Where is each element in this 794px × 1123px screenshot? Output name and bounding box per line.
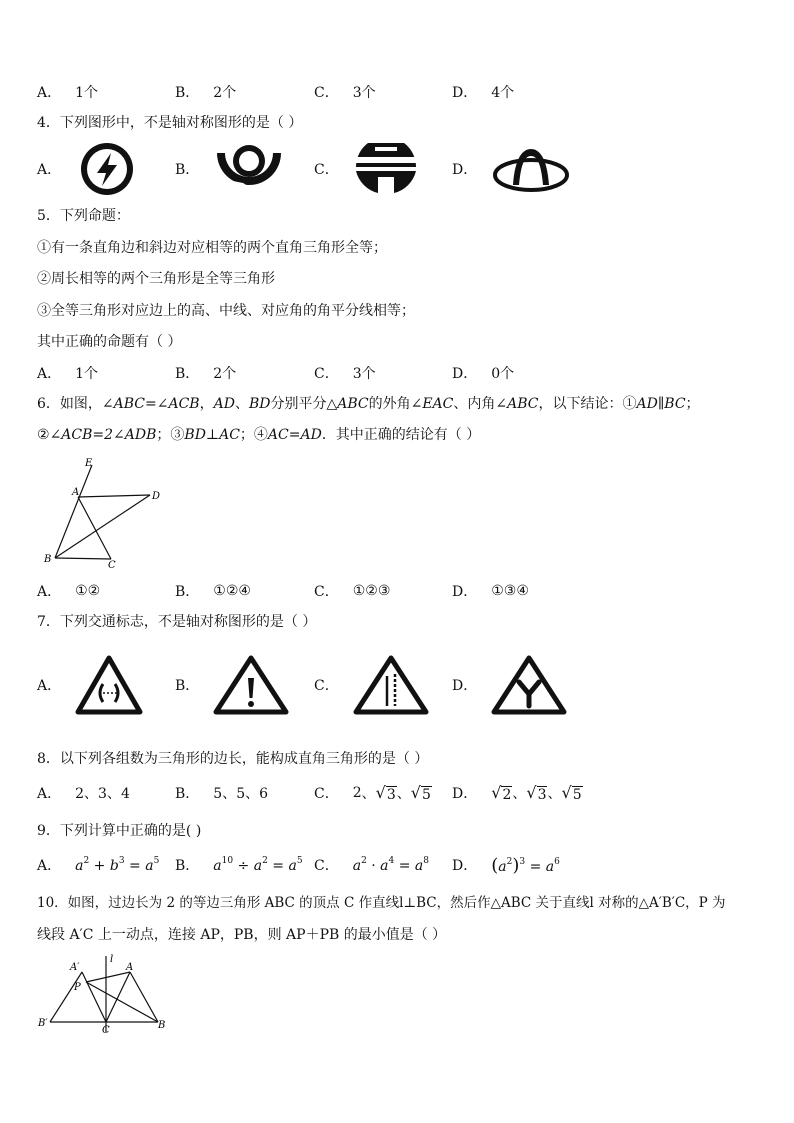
option-label: B．	[175, 162, 200, 178]
q6-option-a[interactable]	[37, 579, 100, 603]
q5-statement-3: ③全等三角形对应边上的高、中线、对应角的角平分线相等；	[37, 303, 415, 319]
label-l: l	[110, 954, 114, 965]
math-expr: ∠ABC=∠ACB	[101, 396, 200, 412]
option-label: A．	[37, 366, 62, 382]
q9-stem: 9．下列计算中正确的是( )	[37, 823, 202, 839]
q7-option-b[interactable]	[175, 654, 289, 716]
line-b-c	[55, 558, 111, 559]
text: 分别平分	[270, 396, 327, 412]
math-expr: AD	[213, 396, 235, 412]
option-label: A．	[37, 85, 62, 101]
q5-options	[37, 361, 777, 385]
line-a1-c	[82, 972, 106, 1022]
math-expr	[75, 856, 159, 874]
radicand: 5	[572, 786, 582, 803]
exponent: 3	[118, 856, 125, 866]
base: a	[380, 858, 389, 874]
text: ，以下结论：①	[538, 396, 637, 412]
line-b-d	[55, 495, 150, 558]
q3-option-c[interactable]	[314, 80, 376, 104]
q4-stem: 4．下列图形中，不是轴对称图形的是（ ）	[37, 115, 303, 131]
base: a	[414, 858, 424, 874]
label-e: E	[85, 458, 93, 469]
label-a: A	[126, 962, 134, 973]
label-b-prime: B′	[38, 1018, 48, 1029]
option-label: D．	[452, 85, 478, 101]
math-expr	[353, 856, 429, 874]
exponent: 2	[83, 856, 90, 866]
q3-option-a[interactable]	[37, 80, 98, 104]
text: ；④	[239, 427, 268, 443]
text: ；③	[156, 427, 185, 443]
operator: +	[89, 858, 110, 874]
math-expr: △ABC	[326, 396, 369, 412]
q6-stem-line-2	[37, 425, 480, 445]
label-a-prime: A′	[70, 962, 80, 973]
exponent: 3	[519, 856, 526, 867]
q3-option-d[interactable]	[452, 80, 514, 104]
base: a	[145, 858, 154, 874]
base: a	[498, 858, 507, 875]
exponent: 4	[388, 856, 395, 866]
q5-question: 其中正确的命题有（ ）	[37, 334, 182, 350]
line-a-c	[78, 497, 111, 559]
radicand: 3	[537, 786, 547, 803]
q5-statement-2: ②周长相等的两个三角形是全等三角形	[37, 271, 275, 287]
narrow-bridge-sign-icon	[75, 654, 143, 716]
exponent: 5	[296, 856, 303, 866]
label-p: P	[74, 982, 81, 993]
text: ．其中正确的结论有（ ）	[321, 427, 481, 443]
q4-option-c[interactable]	[314, 143, 419, 195]
sqrt-expr: √ 2	[491, 782, 512, 803]
option-label: B．	[175, 858, 200, 874]
option-label: D．	[452, 584, 478, 600]
option-label: C．	[314, 678, 339, 694]
exponent: 2	[506, 856, 513, 867]
option-label: B．	[175, 85, 200, 101]
text: 、内角	[453, 396, 496, 412]
option-text: 5、5、6	[213, 786, 269, 802]
q4-options	[37, 143, 777, 195]
q8-options	[37, 781, 777, 805]
q5-option-c[interactable]	[314, 361, 376, 385]
option-label: B．	[175, 786, 200, 802]
math-expr: AC=AD	[267, 427, 322, 443]
q4-option-b[interactable]	[175, 143, 285, 195]
q10-stem-line-1: 10．如图，过边长为 2 的等边三角形 ABC 的顶点 C 作直线l⊥BC，然后作△ABC 关于直线l 对称的△A′B′C，P 为	[37, 895, 726, 911]
q5-option-b[interactable]	[175, 361, 236, 385]
q4-option-a[interactable]	[37, 143, 139, 195]
ring-emblem-icon	[213, 143, 285, 195]
q6-figure	[40, 455, 170, 570]
math-expr: ∠ABC	[495, 396, 539, 412]
number: 2	[352, 785, 362, 801]
sqrt-expr: √ 3	[375, 782, 396, 803]
option-text: 2个	[213, 85, 237, 101]
math-expr: ∠EAC	[410, 396, 454, 412]
sqrt-expr: √ 5	[561, 782, 582, 803]
math-expr	[213, 856, 302, 874]
math-expr	[491, 855, 560, 876]
q6-stem-line-1	[37, 394, 700, 414]
line-a-c	[106, 972, 130, 1022]
base: a	[352, 858, 362, 874]
radicand: 5	[421, 786, 431, 803]
option-label: C．	[314, 858, 339, 874]
option-label: B．	[175, 366, 200, 382]
q6-option-b[interactable]	[175, 579, 251, 603]
line-a-d	[78, 495, 150, 497]
operator: =	[267, 858, 289, 874]
q7-options	[37, 654, 777, 716]
option-label: C．	[314, 584, 339, 600]
q7-option-a[interactable]	[37, 654, 143, 716]
option-text: ①③④	[491, 583, 529, 599]
operator: ·	[366, 858, 381, 874]
option-label: B．	[175, 584, 200, 600]
q5-option-d[interactable]	[452, 361, 514, 385]
separator: 、	[512, 786, 527, 802]
option-text: 4个	[491, 85, 515, 101]
option-text: 0个	[491, 366, 515, 382]
option-label: A．	[37, 678, 62, 694]
q6-options	[37, 579, 777, 603]
separator: 、	[361, 786, 376, 802]
exponent: 5	[153, 856, 160, 866]
option-label: A．	[37, 858, 62, 874]
option-label: D．	[452, 162, 478, 178]
option-text: 3个	[352, 366, 376, 382]
exponent: 2	[361, 856, 367, 866]
option-label: D．	[452, 786, 478, 802]
exponent: 2	[262, 856, 268, 866]
line-p-a	[86, 972, 130, 982]
roadside-dotted-line-sign-icon	[353, 654, 429, 716]
exponent: 10	[221, 856, 234, 866]
base: a	[288, 858, 297, 874]
exponent: 6	[554, 856, 560, 867]
exclamation-warning-sign-icon	[213, 654, 289, 716]
option-text: 3个	[352, 85, 376, 101]
text: 、	[234, 396, 249, 412]
option-text: ①②④	[213, 583, 251, 599]
operator: =	[525, 858, 546, 875]
math-expr: AD∥BC	[636, 396, 686, 412]
option-label: B．	[175, 678, 200, 694]
radicand: 3	[386, 786, 396, 803]
q9-option-d[interactable]	[452, 853, 560, 877]
option-text: 2个	[213, 366, 237, 382]
line-e-b	[55, 465, 92, 558]
base: a	[213, 858, 222, 874]
math-expr: BD	[248, 396, 271, 412]
y-junction-sign-icon	[491, 654, 567, 716]
option-text: ①②③	[352, 583, 391, 599]
q9-option-c[interactable]	[314, 853, 429, 877]
separator: 、	[396, 786, 411, 802]
option-label: C．	[314, 162, 339, 178]
option-label: D．	[452, 678, 478, 694]
q7-option-c[interactable]	[314, 654, 429, 716]
operator: ÷	[233, 858, 254, 874]
sqrt-expr: √ 3	[526, 782, 547, 803]
option-text: ①②	[75, 583, 101, 599]
label-c: C	[108, 560, 116, 570]
separator: 、	[547, 786, 562, 802]
option-text: 2、3、4	[75, 786, 130, 802]
q9-option-b[interactable]	[175, 853, 303, 877]
base: a	[545, 858, 555, 875]
t-emblem-icon	[353, 143, 419, 195]
q7-stem: 7．下列交通标志，不是轴对称图形的是（ ）	[37, 614, 317, 630]
sqrt-expr: √ 5	[410, 782, 431, 803]
q5-option-a[interactable]	[37, 361, 98, 385]
q4-option-d[interactable]	[452, 143, 571, 195]
text: ，	[199, 396, 214, 412]
option-label: C．	[314, 85, 339, 101]
math-expr: ∠ACB=2∠ADB	[49, 427, 157, 443]
label-b: B	[44, 554, 52, 565]
q8-option-d[interactable]	[452, 781, 583, 805]
label-c: C	[102, 1025, 110, 1036]
text: ②	[37, 427, 50, 443]
q9-option-a[interactable]	[37, 853, 159, 877]
paren: (	[491, 854, 499, 876]
text: 6．如图，	[37, 396, 102, 412]
option-label: C．	[314, 786, 339, 802]
q8-stem: 8．以下列各组数为三角形的边长，能构成直角三角形的是（ ）	[37, 751, 429, 767]
q5-statement-1: ①有一条直角边和斜边对应相等的两个直角三角形全等；	[37, 240, 387, 256]
base: a	[75, 858, 84, 874]
option-label: A．	[37, 162, 62, 178]
q5-stem: 5．下列命题：	[37, 208, 130, 224]
arch-oval-icon	[491, 143, 571, 195]
label-d: D	[152, 491, 161, 502]
math-expr: BD⊥AC	[184, 427, 240, 443]
q7-option-d[interactable]	[452, 654, 567, 716]
option-text: 1个	[75, 366, 99, 382]
q6-option-c[interactable]	[314, 579, 390, 603]
operator: =	[124, 858, 146, 874]
q6-option-d[interactable]	[452, 579, 529, 603]
radicand: 2	[502, 786, 512, 803]
q8-option-b[interactable]	[175, 781, 268, 805]
label-a: A	[72, 487, 80, 498]
q9-options	[37, 853, 777, 877]
option-label: D．	[452, 858, 478, 874]
text: 的外角	[368, 396, 411, 412]
line-a1-b1	[50, 972, 82, 1022]
option-label: A．	[37, 584, 62, 600]
lightning-circle-icon	[75, 143, 139, 195]
base: a	[253, 858, 263, 874]
q8-option-a[interactable]	[37, 781, 130, 805]
exponent: 8	[423, 856, 429, 866]
operator: =	[394, 858, 415, 874]
q3-options	[37, 80, 777, 104]
option-label: D．	[452, 366, 478, 382]
option-text: 1个	[75, 85, 99, 101]
option-label: A．	[37, 786, 62, 802]
text: ；	[685, 396, 700, 412]
q3-option-b[interactable]	[175, 80, 236, 104]
option-label: C．	[314, 366, 339, 382]
q10-figure	[36, 952, 172, 1036]
base: b	[109, 858, 119, 874]
label-b: B	[158, 1020, 166, 1031]
q10-stem-line-2: 线段 A′C 上一动点，连接 AP，PB，则 AP＋PB 的最小值是（ ）	[37, 927, 447, 943]
paren: )	[512, 854, 520, 876]
q8-option-c[interactable]	[314, 781, 432, 805]
